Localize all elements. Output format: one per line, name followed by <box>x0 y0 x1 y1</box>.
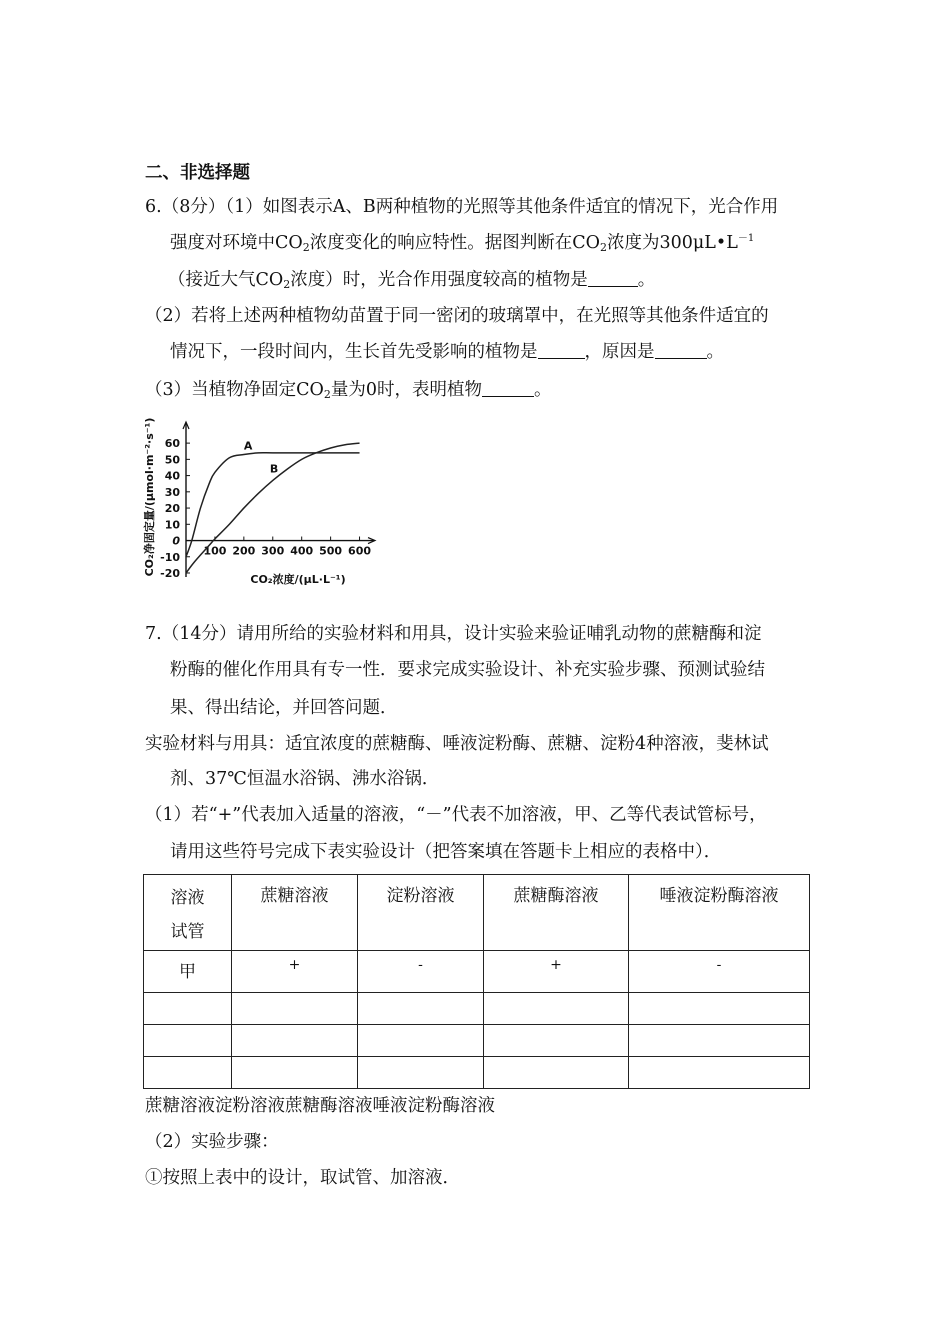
table-cell: - <box>629 951 810 993</box>
q6-line3: （接近大气$CO_2$浓度）时，光合作用强度较高的植物是 。 <box>168 270 656 291</box>
table-cell: + <box>232 951 358 993</box>
answer-blank <box>538 340 585 359</box>
materials-line2: 剂、37℃恒温水浴锅、沸水浴锅． <box>170 769 440 789</box>
y-tick-label: 40 <box>164 469 180 483</box>
x-tick-label: 300 <box>261 544 285 558</box>
header-sucrase: 蔗糖酶溶液 <box>484 875 629 951</box>
series-a-label: A <box>243 439 253 453</box>
answer-blank <box>588 268 638 287</box>
corner-cell <box>144 875 232 951</box>
experiment-table <box>143 874 810 1089</box>
q7-part1-line1: （1）若“+”代表加入适量的溶液，“－”代表不加溶液，甲、乙等代表试管标号， <box>145 805 767 825</box>
steps-title: （2）实验步骤： <box>145 1132 279 1152</box>
y-tick-label: 0 <box>172 534 180 548</box>
table-row <box>144 1057 810 1089</box>
y-tick-label: 20 <box>164 502 180 516</box>
y-tick-label: 10 <box>164 518 180 532</box>
header-starch: 淀粉溶液 <box>358 875 484 951</box>
q7-line3: 果、得出结论，并回答问题． <box>170 698 398 718</box>
q6-line5: 情况下，一段时间内，生长首先受影响的植物是 ，原因是 。 <box>170 342 724 362</box>
y-tick-label: 60 <box>164 437 180 451</box>
header-sucrose: 蔗糖溶液 <box>232 875 358 951</box>
answer-blank <box>482 378 534 397</box>
x-tick-label: 500 <box>319 544 343 558</box>
q7-line2: 粉酶的催化作用具有专一性．要求完成实验设计、补充实验步骤、预测试验结 <box>170 660 765 680</box>
step-1: ①按照上表中的设计，取试管、加溶液． <box>145 1168 460 1188</box>
q6-line6: （3）当植物净固定$CO_2$量为0时，表明植物 。 <box>145 380 552 401</box>
co2-fixation-chart <box>140 413 380 593</box>
corner-top-label: 溶液 <box>170 888 205 908</box>
table-cell: + <box>484 951 629 993</box>
q7-part1-line2: 请用这些符号完成下表实验设计（把答案填在答题卡上相应的表格中）． <box>170 842 722 862</box>
table-row <box>144 993 810 1025</box>
header-amylase: 唾液淀粉酶溶液 <box>629 875 810 951</box>
q7-line1: 7.（14分）请用所给的实验材料和用具，设计实验来验证哺乳动物的蔗糖酶和淀 <box>145 624 762 644</box>
chart-ylabel: CO₂净固定量/(μmol·m⁻²·s⁻¹) <box>143 417 156 577</box>
x-tick-label: 600 <box>348 544 372 558</box>
x-tick-label: 100 <box>203 544 227 558</box>
table-cell: - <box>358 951 484 993</box>
x-tick-label: 400 <box>290 544 314 558</box>
table-row <box>144 951 810 993</box>
q6-line1: 6.（8分）（1）如图表示A、B两种植物的光照等其他条件适宜的情况下，光合作用 <box>145 197 779 217</box>
table-row <box>144 1025 810 1057</box>
y-tick-label: 30 <box>164 485 180 499</box>
y-tick-label: -10 <box>160 550 180 564</box>
corner-bottom-label: 试管 <box>170 922 205 942</box>
materials-line1: 实验材料与用具：适宜浓度的蔗糖酶、唾液淀粉酶、蔗糖、淀粉4种溶液，斐林试 <box>145 734 769 754</box>
q6-line2: 强度对环境中$CO_2$浓度变化的响应特性。据图判断在$CO_2$浓度为$300\mu L•L^{-1}$ <box>170 233 755 254</box>
answer-blank <box>655 340 707 359</box>
y-tick-label: -20 <box>160 567 180 580</box>
chart-xlabel: CO₂浓度/(μL·L⁻¹) <box>250 573 346 586</box>
row-label: 甲 <box>144 951 232 993</box>
table-caption: 蔗糖溶液淀粉溶液蔗糖酶溶液唾液淀粉酶溶液 <box>145 1096 495 1116</box>
table-header-row <box>144 875 810 951</box>
series-b-label: B <box>269 462 279 476</box>
y-tick-label: 50 <box>164 453 180 467</box>
x-tick-label: 200 <box>232 544 256 558</box>
section-title: 二、非选择题 <box>145 163 250 183</box>
q6-line4: （2）若将上述两种植物幼苗置于同一密闭的玻璃罩中，在光照等其他条件适宜的 <box>145 306 769 326</box>
